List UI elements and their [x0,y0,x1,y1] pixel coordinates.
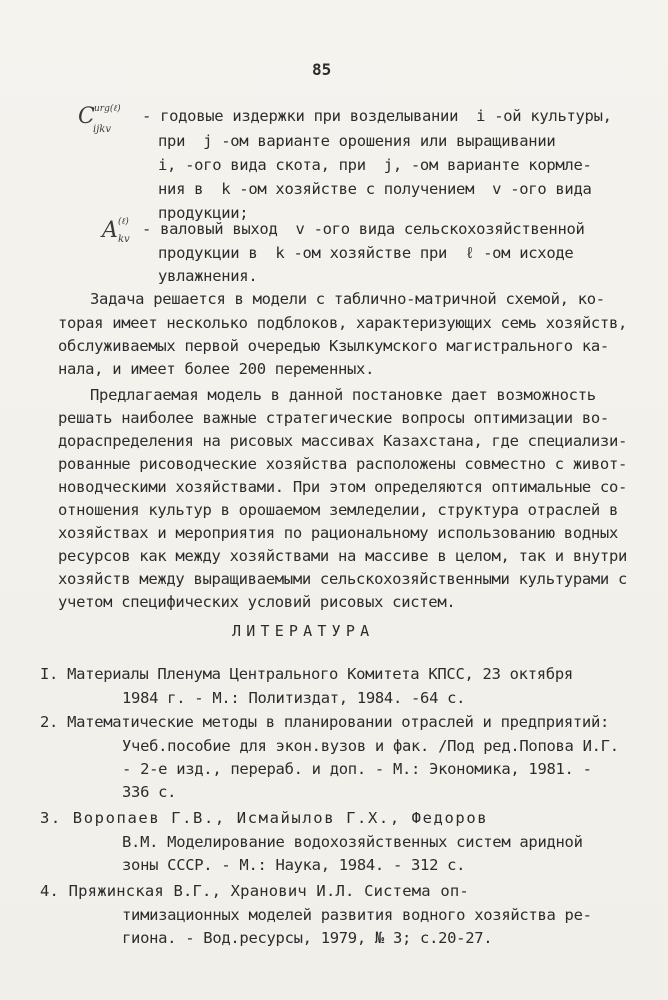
reference-4-line: 4. Пряжинская В.Г., Хранович И.Л. Система оп- [40,882,469,900]
definition-2-line: - валовый выход v -ого вида сельскохозяйственной [142,220,585,238]
reference-4-line: гиона. - Вод.ресурсы, 1979, № 3; с.20-27. [122,929,493,947]
reference-1-line: 1984 г. - М.: Политиздат, 1984. -64 с. [122,689,466,707]
reference-2-line: - 2-е изд., перераб. и доп. - М.: Экономика, 1981. - [122,760,592,778]
paragraph-2-line: Предлагаемая модель в данной постановке дает возможность [90,386,596,404]
paragraph-1-line: Задача решается в модели с таблично-матричной схемой, ко- [90,290,605,308]
paragraph-2-line: отношения культур в орошаемом земледелии, структура отраслей в [58,501,618,519]
page-number: 85 [312,60,332,79]
reference-3-line: зоны СССР. - М.: Наука, 1984. - 312 с. [122,856,466,874]
reference-4-line: тимизационных моделей развития водного хозяйства ре- [122,906,592,924]
paragraph-2-line: хозяйствах и мероприятия по рациональному использованию водных [58,524,618,542]
reference-2-line: Учеб.пособие для экон.вузов и фак. /Под ред.Попова И.Г. [122,737,619,755]
definition-1-line: ния в k -ом хозяйстве с получением v -ого вида [158,180,592,198]
references-heading: ЛИТЕРАТУРА [232,622,375,640]
paragraph-2-line: дораспределения на рисовых массивах Казахстана, где специализи- [58,432,628,450]
definition-1-line: - годовые издержки при возделывании i -ой культуры, [142,107,612,125]
definition-1-line: продукции; [158,204,249,222]
reference-2-line: 336 с. [122,783,177,801]
symbol-c-superscript: urg(ℓ) [94,104,121,114]
paragraph-1-line: обслуживаемых первой очередью Кзылкумского магистрального ка- [58,337,609,355]
paragraph-2-line: ресурсов как между хозяйствами на массиве в целом, так и внутри [58,547,628,565]
definition-1-line: при j -ом варианте орошения или выращивании [158,132,556,150]
paragraph-2-line: решать наиболее важные стратегические вопросы оптимизации во- [58,409,609,427]
symbol-a-superscript: (ℓ) [118,217,129,227]
symbol-a-letter: A [102,218,118,243]
paragraph-1-line: торая имеет несколько подблоков, характеризующих семь хозяйств, [58,314,628,332]
paragraph-2-line: учетом специфических условий рисовых систем. [58,593,456,611]
reference-3-line: 3. Воропаев Г.В., Исмайылов Г.Х., Федоров [40,809,489,827]
paragraph-2-line: рованные рисоводческие хозяйства расположены совместно с живот- [58,455,628,473]
reference-2-line: 2. Математические методы в планировании отраслей и предприятий: [40,713,610,731]
reference-1-line: I. Материалы Пленума Центрального Комитета КПСС, 23 октября [40,665,573,683]
symbol-c-subscript: ijkv [93,124,112,135]
paragraph-1-line: нала, и имеет более 200 переменных. [58,360,375,378]
paragraph-2-line: новодческими хозяйствами. При этом определяются оптимальные со- [58,478,628,496]
symbol-c-letter: C [78,104,95,129]
definition-2-line: увлажнения. [158,267,258,285]
paragraph-2-line: хозяйств между выращиваемыми сельскохозяйственными культурами с [58,570,628,588]
definition-2-line: продукции в k -ом хозяйстве при ℓ -ом исходе [158,244,574,262]
symbol-a-subscript: kv [118,234,130,245]
definition-1-line: i, -ого вида скота, при j, -ом варианте кормле- [158,156,592,174]
reference-3-line: В.М. Моделирование водохозяйственных систем аридной [122,833,583,851]
